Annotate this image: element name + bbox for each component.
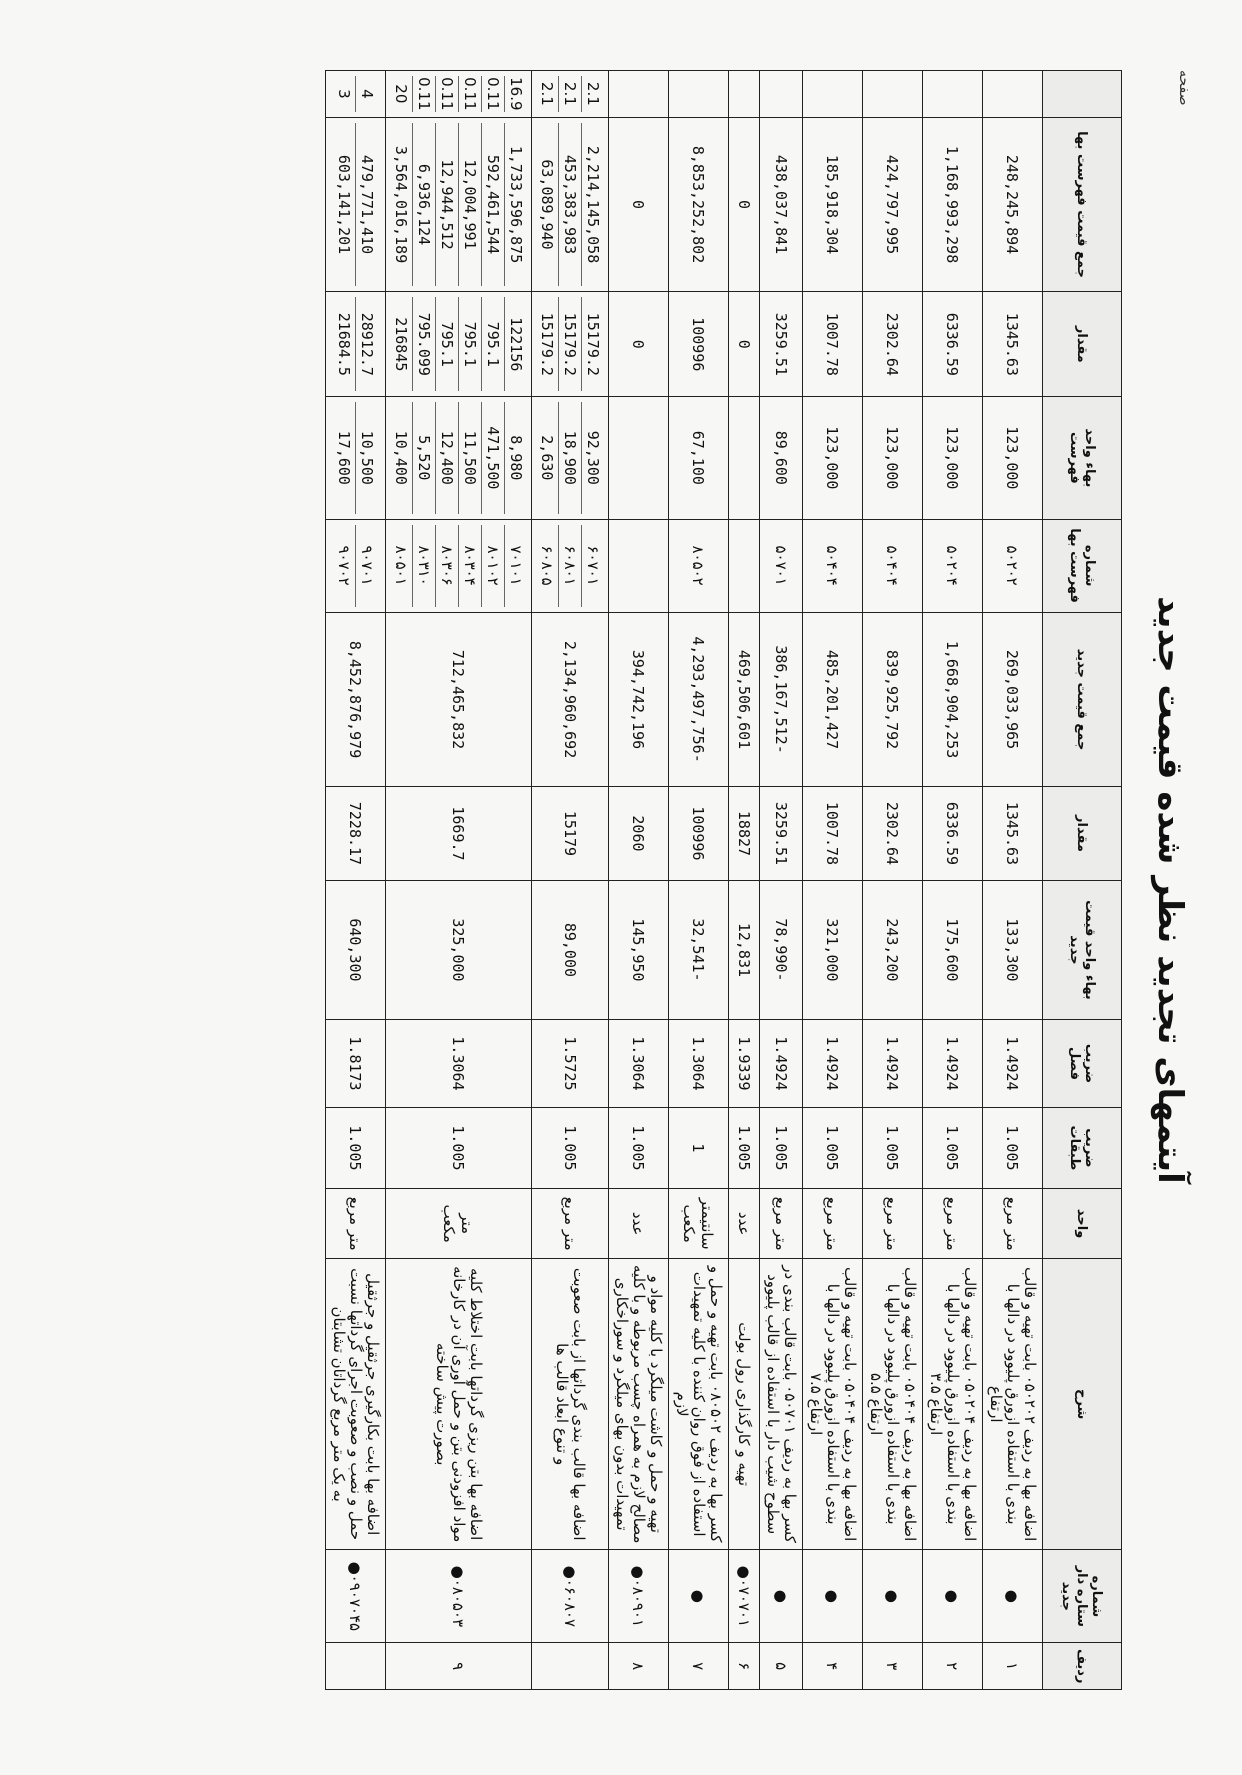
unit-price-new: 89,000 bbox=[532, 880, 609, 1020]
extra-coef bbox=[609, 71, 669, 118]
item-description: اضافه بها بابت بکارگیری جرثقیل و جرثقیل حمل و نصب و صعوبت اجرای گرداتها نسبت به یک متر مربع گرداتان تشابتان bbox=[326, 1259, 386, 1550]
list-unit-price-line: 67,100 bbox=[689, 430, 708, 485]
qty-list bbox=[532, 292, 609, 397]
item-unit: متر مربع bbox=[923, 1189, 983, 1259]
item-unit: متر مربع bbox=[803, 1189, 863, 1259]
unit-price-new: -78,990 bbox=[760, 880, 803, 1020]
list-number bbox=[386, 519, 532, 612]
total-new: 8,452,876,979 bbox=[326, 612, 386, 787]
table-row bbox=[669, 71, 729, 1690]
total-list-line: 3,564,016,189 bbox=[392, 145, 410, 264]
star-number: ● bbox=[669, 1550, 729, 1643]
coef-floors: 1.005 bbox=[326, 1107, 386, 1189]
total-list bbox=[386, 117, 532, 292]
list-number-line bbox=[733, 525, 755, 607]
header-qty-new: مقدار bbox=[1043, 787, 1122, 880]
list-unit-price-line: 2,630 bbox=[538, 435, 556, 481]
qty-list-line: 3259.51 bbox=[772, 312, 790, 376]
list-unit-price bbox=[983, 397, 1043, 519]
unit-price-new: 12,831 bbox=[729, 880, 760, 1020]
item-description: اضافه بها به ردیف ۰۵۰۴۰۴ بابت تهیه و قالب بندی با استفاده ازورق پلیوود در دالها با ارتفاع ۷.۵ bbox=[803, 1259, 863, 1550]
item-unit: متر مکعب bbox=[386, 1189, 532, 1259]
list-unit-price-line: 18,900 bbox=[558, 402, 581, 513]
total-list-line: 603,141,201 bbox=[335, 154, 353, 255]
item-description: کسر بها به ردیف ۰۸۰۵۰۲ بابت تهیه و حمل و استفاده از فوق روان کننده با کلیه تمهیدات لازم bbox=[669, 1259, 729, 1550]
header-unit: واحد bbox=[1043, 1189, 1122, 1259]
list-unit-price-line: 5,520 bbox=[412, 402, 435, 513]
row-number: ۵ bbox=[760, 1643, 803, 1690]
extra-coef bbox=[669, 71, 729, 118]
total-list-line: 2,214,145,058 bbox=[581, 123, 604, 287]
extra-coef-line: 16.9 bbox=[504, 76, 527, 112]
extra-coef-line: 2.1 bbox=[558, 76, 581, 112]
item-description: اضافه بها به ردیف ۰۵۰۲۰۲ بابت تهیه و قالب بندی با استفاده ازورق پلیوود در دالها با ارتفاع bbox=[983, 1259, 1043, 1550]
coef-season: 1.9339 bbox=[729, 1020, 760, 1107]
qty-list-line: 15179.2 bbox=[538, 312, 556, 376]
total-list bbox=[532, 117, 609, 292]
extra-coef-line bbox=[942, 76, 964, 112]
extra-coef bbox=[326, 71, 386, 118]
qty-list bbox=[729, 292, 760, 397]
list-number bbox=[609, 519, 669, 612]
header-coef-floors: ضریب طبقات bbox=[1043, 1107, 1122, 1189]
page-number-label: صفحه bbox=[1176, 70, 1192, 106]
table-row bbox=[532, 71, 609, 1690]
total-list bbox=[729, 117, 760, 292]
item-description: تهیه و کارگذاری رول بولت bbox=[729, 1259, 760, 1550]
list-number bbox=[326, 519, 386, 612]
item-unit: متر مربع bbox=[326, 1189, 386, 1259]
qty-list-line: 1345.63 bbox=[1003, 312, 1022, 376]
total-list-line: 63,089,940 bbox=[538, 159, 556, 250]
total-list-line: 248,245,894 bbox=[1003, 154, 1022, 255]
qty-new: 6336.59 bbox=[923, 787, 983, 880]
list-number-line: ۵۰۲۰۴ bbox=[943, 545, 962, 586]
extra-coef-line: 20 bbox=[392, 84, 410, 104]
coef-floors: 1.005 bbox=[532, 1107, 609, 1189]
coef-floors: 1 bbox=[669, 1107, 729, 1189]
qty-list bbox=[609, 292, 669, 397]
extra-coef-line bbox=[1002, 76, 1024, 112]
qty-list bbox=[803, 292, 863, 397]
list-number-line: ۸۰۵۰۲ bbox=[689, 545, 708, 586]
coef-season: 1.4924 bbox=[863, 1020, 923, 1107]
list-number-line: ۸۰۳۱۰ bbox=[412, 525, 435, 607]
total-list-line: 453,383,983 bbox=[558, 123, 581, 287]
row-number bbox=[532, 1643, 609, 1690]
total-list-line: 0 bbox=[629, 200, 648, 210]
total-new: 469,506,601 bbox=[729, 612, 760, 787]
extra-coef-line bbox=[822, 76, 844, 112]
qty-new: 100996 bbox=[669, 787, 729, 880]
total-new: -4,293,497,756 bbox=[669, 612, 729, 787]
list-number-line bbox=[628, 525, 650, 607]
list-number-line: ۵۰۷۰۱ bbox=[772, 545, 790, 586]
qty-list-line: 28912.7 bbox=[355, 297, 378, 391]
row-number: ۶ bbox=[729, 1643, 760, 1690]
total-new: 269,033,965 bbox=[983, 612, 1043, 787]
qty-new: 1669.7 bbox=[386, 787, 532, 880]
list-unit-price bbox=[669, 397, 729, 519]
row-number: ۲ bbox=[923, 1643, 983, 1690]
extra-coef-line: 0.11 bbox=[481, 76, 504, 112]
qty-list bbox=[760, 292, 803, 397]
coef-season: 1.5725 bbox=[532, 1020, 609, 1107]
unit-price-new: 133,300 bbox=[983, 880, 1043, 1020]
table-row bbox=[863, 71, 923, 1690]
total-list-line: 592,461,544 bbox=[481, 123, 504, 287]
qty-list-line: 1007.78 bbox=[823, 312, 842, 376]
coef-floors: 1.005 bbox=[760, 1107, 803, 1189]
qty-new: 15179 bbox=[532, 787, 609, 880]
header-star-no: شماره ستاره دار جدید bbox=[1043, 1550, 1122, 1643]
qty-list-line: 2302.64 bbox=[883, 312, 902, 376]
qty-list-line: 15179.2 bbox=[558, 297, 581, 391]
coef-floors: 1.005 bbox=[729, 1107, 760, 1189]
total-list bbox=[669, 117, 729, 292]
item-unit: عدد bbox=[609, 1189, 669, 1259]
star-number: ۰۸۰۹۰۱● bbox=[609, 1550, 669, 1643]
qty-list bbox=[326, 292, 386, 397]
coef-floors: 1.005 bbox=[863, 1107, 923, 1189]
header-unit-price-new: بهاء واحد قیمت جدید bbox=[1043, 880, 1122, 1020]
total-new: 1,668,904,253 bbox=[923, 612, 983, 787]
total-new: -386,167,512 bbox=[760, 612, 803, 787]
extra-coef-line bbox=[770, 76, 792, 112]
extra-coef-line: 4 bbox=[355, 76, 378, 112]
total-list-line: 424,797,995 bbox=[883, 154, 902, 255]
total-new: 394,742,196 bbox=[609, 612, 669, 787]
list-unit-price-line: 89,600 bbox=[772, 430, 790, 485]
qty-list-line: 100996 bbox=[689, 317, 708, 372]
star-number: ۰۶۰۸۰۷● bbox=[532, 1550, 609, 1643]
list-number-line: ۸۰۱۰۲ bbox=[481, 525, 504, 607]
list-number-line: ۶۰۸۰۵ bbox=[538, 545, 556, 586]
qty-list bbox=[863, 292, 923, 397]
unit-price-new: 175,600 bbox=[923, 880, 983, 1020]
list-unit-price-line: 17,600 bbox=[335, 430, 353, 485]
total-new: 712,465,832 bbox=[386, 612, 532, 787]
extra-coef-line bbox=[688, 76, 710, 112]
table-row bbox=[729, 71, 760, 1690]
table-body bbox=[326, 71, 1043, 1690]
table-row bbox=[760, 71, 803, 1690]
item-description: تهیه و حمل و کاشت میلگرد با کلیه مواد و مصالح لازم به همراه چسب مربوطه و با کلیه تمهیدات بدون بهای میلگرد و سوراخکاری bbox=[609, 1259, 669, 1550]
item-description: اضافه بها قالب بندی گرداتها از بابت صعوبت و تنوع ابعاد قالب ها bbox=[532, 1259, 609, 1550]
total-new: 839,925,792 bbox=[863, 612, 923, 787]
star-number: ۰۷۰۷۰۱● bbox=[729, 1550, 760, 1643]
extra-coef-line bbox=[882, 76, 904, 112]
qty-list-line: 0 bbox=[629, 339, 648, 349]
item-unit: متر مربع bbox=[532, 1189, 609, 1259]
extra-coef-line bbox=[628, 76, 650, 112]
total-list-line: 0 bbox=[735, 200, 753, 210]
coef-season: 1.3064 bbox=[386, 1020, 532, 1107]
unit-price-new: 145,950 bbox=[609, 880, 669, 1020]
qty-list-line: 0 bbox=[735, 339, 753, 349]
list-number-line: ۵۰۴۰۴ bbox=[883, 545, 902, 586]
qty-new: 1007.78 bbox=[803, 787, 863, 880]
header-qty-list: مقدار bbox=[1043, 292, 1122, 397]
header-list-unit-price: بهاء واحد فهرست bbox=[1043, 397, 1122, 519]
unit-price-new: 325,000 bbox=[386, 880, 532, 1020]
qty-list-line: 795.1 bbox=[435, 297, 458, 391]
header-row-no: ردیف bbox=[1043, 1643, 1122, 1690]
row-number: ۸ bbox=[609, 1643, 669, 1690]
extra-coef-line bbox=[733, 76, 755, 112]
list-unit-price bbox=[532, 397, 609, 519]
list-unit-price bbox=[326, 397, 386, 519]
row-number: ۴ bbox=[803, 1643, 863, 1690]
list-number-line: ۶۰۷۰۱ bbox=[581, 525, 604, 607]
extra-coef-line: 0.11 bbox=[435, 76, 458, 112]
page-title: آیتمهای تجدید نظر شده قیمت جدید bbox=[1150, 596, 1190, 1184]
list-unit-price-line: 123,000 bbox=[1003, 426, 1022, 490]
coef-season: 1.4924 bbox=[760, 1020, 803, 1107]
list-number-line: ۸۰۵۰۱ bbox=[392, 545, 410, 586]
total-list bbox=[983, 117, 1043, 292]
list-unit-price-line: 10,400 bbox=[392, 430, 410, 485]
list-number bbox=[983, 519, 1043, 612]
header-coef-extra bbox=[1043, 71, 1122, 118]
list-unit-price bbox=[729, 397, 760, 519]
extra-coef bbox=[863, 71, 923, 118]
total-new: 485,201,427 bbox=[803, 612, 863, 787]
row-number: ۳ bbox=[863, 1643, 923, 1690]
total-list-line: 1,733,596,875 bbox=[504, 123, 527, 287]
qty-list bbox=[923, 292, 983, 397]
extra-coef bbox=[729, 71, 760, 118]
item-description: اضافه بها به ردیف ۰۵۰۲۰۴ بابت تهیه و قالب بندی با استفاده ازورق پلیوود در دالها با ارتفاع ۳.۵ bbox=[923, 1259, 983, 1550]
total-list bbox=[609, 117, 669, 292]
item-unit: عدد bbox=[729, 1189, 760, 1259]
extra-coef-line: 3 bbox=[335, 89, 353, 99]
list-unit-price bbox=[386, 397, 532, 519]
total-list bbox=[923, 117, 983, 292]
table-row bbox=[386, 71, 532, 1690]
total-new: 2,134,960,692 bbox=[532, 612, 609, 787]
header-list-no: شماره فهرست بها bbox=[1043, 519, 1122, 612]
header-total-new: جمع قیمت جدید bbox=[1043, 612, 1122, 787]
table-row bbox=[803, 71, 863, 1690]
table-row bbox=[326, 71, 386, 1690]
rotated-sheet bbox=[42, 40, 1202, 1740]
qty-new: 2302.64 bbox=[863, 787, 923, 880]
total-list-line: 12,944,512 bbox=[435, 123, 458, 287]
list-number-line: ۷۰۱۰۱ bbox=[504, 525, 527, 607]
list-number-line: ۹۰۷۰۱ bbox=[355, 525, 378, 607]
coef-floors: 1.005 bbox=[983, 1107, 1043, 1189]
qty-list-line: 795.099 bbox=[412, 297, 435, 391]
qty-new: 3259.51 bbox=[760, 787, 803, 880]
table-row bbox=[609, 71, 669, 1690]
list-number bbox=[760, 519, 803, 612]
header-description: شرح bbox=[1043, 1259, 1122, 1550]
list-unit-price-line: 123,000 bbox=[943, 426, 962, 490]
table-header-row bbox=[1043, 71, 1122, 1690]
list-unit-price-line bbox=[628, 402, 650, 513]
coef-floors: 1.005 bbox=[803, 1107, 863, 1189]
item-unit: متر مربع bbox=[863, 1189, 923, 1259]
total-list bbox=[326, 117, 386, 292]
extra-coef-line: 2.1 bbox=[538, 81, 556, 106]
list-number-line: ۶۰۸۰۱ bbox=[558, 525, 581, 607]
extra-coef bbox=[803, 71, 863, 118]
coef-season: 1.3064 bbox=[609, 1020, 669, 1107]
header-coef-season: ضریب فصل bbox=[1043, 1020, 1122, 1107]
qty-new: 1345.63 bbox=[983, 787, 1043, 880]
coef-floors: 1.005 bbox=[386, 1107, 532, 1189]
table-row bbox=[923, 71, 983, 1690]
list-unit-price-line: 92,300 bbox=[581, 402, 604, 513]
list-number bbox=[923, 519, 983, 612]
extra-coef-line: 0.11 bbox=[458, 76, 481, 112]
list-number bbox=[863, 519, 923, 612]
item-description: اضافه بها به ردیف ۰۵۰۴۰۴ بابت تهیه و قالب بندی با استفاده ازورق پلیوود در دالها با ارتفاع ۵.۵ bbox=[863, 1259, 923, 1550]
total-list-line: 8,853,252,802 bbox=[689, 145, 708, 264]
qty-list-line: 15179.2 bbox=[581, 297, 604, 391]
star-number: ۰۸۰۵۰۳● bbox=[386, 1550, 532, 1643]
extra-coef bbox=[760, 71, 803, 118]
item-unit: سانتیمتر مکعب bbox=[669, 1189, 729, 1259]
coef-floors: 1.005 bbox=[923, 1107, 983, 1189]
qty-list-line: 216845 bbox=[392, 317, 410, 372]
total-list-line: 185,918,304 bbox=[823, 154, 842, 255]
star-number: ● bbox=[923, 1550, 983, 1643]
list-unit-price bbox=[923, 397, 983, 519]
total-list-line: 438,037,841 bbox=[772, 154, 790, 255]
list-number-line: ۸۰۳۰۴ bbox=[458, 525, 481, 607]
extra-coef bbox=[386, 71, 532, 118]
list-unit-price-line: 123,000 bbox=[883, 426, 902, 490]
list-number bbox=[729, 519, 760, 612]
item-description: اضافه بها بتن ریزی گرداتها بابت اختلاط کلیه مواد افزودنی بتن و حمل آوری آن در کارخانه بصورت پیش ساخته bbox=[386, 1259, 532, 1550]
row-number: ۹ bbox=[386, 1643, 532, 1690]
row-number bbox=[326, 1643, 386, 1690]
unit-price-new: -32,541 bbox=[669, 880, 729, 1020]
unit-price-new: 640,300 bbox=[326, 880, 386, 1020]
item-description: کسر بها به ردیف ۰۵۰۷۰۱ بابت قالب بندی در سطوح شیب دار با استفاده از قالب پلیوود bbox=[760, 1259, 803, 1550]
list-number bbox=[803, 519, 863, 612]
star-number: ● bbox=[803, 1550, 863, 1643]
list-number-line: ۸۰۳۰۶ bbox=[435, 525, 458, 607]
extra-coef-line: 2.1 bbox=[581, 76, 604, 112]
total-list-line: 1,168,993,298 bbox=[943, 145, 962, 264]
qty-list bbox=[669, 292, 729, 397]
list-unit-price bbox=[803, 397, 863, 519]
star-number: ● bbox=[863, 1550, 923, 1643]
extra-coef bbox=[532, 71, 609, 118]
list-unit-price bbox=[609, 397, 669, 519]
row-number: ۷ bbox=[669, 1643, 729, 1690]
total-list bbox=[803, 117, 863, 292]
item-unit: متر مربع bbox=[983, 1189, 1043, 1259]
qty-list-line: 21684.5 bbox=[335, 312, 353, 376]
list-unit-price bbox=[760, 397, 803, 519]
unit-price-new: 321,000 bbox=[803, 880, 863, 1020]
total-list bbox=[760, 117, 803, 292]
list-unit-price bbox=[863, 397, 923, 519]
qty-list bbox=[983, 292, 1043, 397]
coef-floors: 1.005 bbox=[609, 1107, 669, 1189]
qty-list-line: 795.1 bbox=[481, 297, 504, 391]
extra-coef-line: 0.11 bbox=[412, 76, 435, 112]
qty-new: 2060 bbox=[609, 787, 669, 880]
price-table bbox=[325, 70, 1122, 1690]
star-number: ۰۹۰۷۰۴۵● bbox=[326, 1550, 386, 1643]
list-unit-price-line: 10,500 bbox=[355, 402, 378, 513]
header-total-list: جمع قیمت فهرست بها bbox=[1043, 117, 1122, 292]
coef-season: 1.4924 bbox=[923, 1020, 983, 1107]
table-row bbox=[983, 71, 1043, 1690]
unit-price-new: 243,200 bbox=[863, 880, 923, 1020]
total-list-line: 12,004,991 bbox=[458, 123, 481, 287]
list-unit-price-line bbox=[733, 402, 755, 513]
coef-season: 1.4924 bbox=[803, 1020, 863, 1107]
total-list-line: 479,771,410 bbox=[355, 123, 378, 287]
total-list-line: 6,936,124 bbox=[412, 123, 435, 287]
extra-coef bbox=[983, 71, 1043, 118]
coef-season: 1.8173 bbox=[326, 1020, 386, 1107]
qty-list-line: 122156 bbox=[504, 297, 527, 391]
list-number-line: ۹۰۷۰۲ bbox=[335, 545, 353, 586]
qty-new: 18827 bbox=[729, 787, 760, 880]
star-number: ● bbox=[760, 1550, 803, 1643]
row-number: ۱ bbox=[983, 1643, 1043, 1690]
list-unit-price-line: 12,400 bbox=[435, 402, 458, 513]
qty-new: 7228.17 bbox=[326, 787, 386, 880]
list-unit-price-line: 8,980 bbox=[504, 402, 527, 513]
qty-list-line: 795.1 bbox=[458, 297, 481, 391]
star-number: ● bbox=[983, 1550, 1043, 1643]
extra-coef bbox=[923, 71, 983, 118]
coef-season: 1.4924 bbox=[983, 1020, 1043, 1107]
list-unit-price-line: 123,000 bbox=[823, 426, 842, 490]
list-number bbox=[532, 519, 609, 612]
qty-list bbox=[386, 292, 532, 397]
coef-season: 1.3064 bbox=[669, 1020, 729, 1107]
total-list bbox=[863, 117, 923, 292]
list-number-line: ۵۰۲۰۲ bbox=[1003, 545, 1022, 586]
qty-list-line: 6336.59 bbox=[943, 312, 962, 376]
item-unit: متر مربع bbox=[760, 1189, 803, 1259]
list-unit-price-line: 11,500 bbox=[458, 402, 481, 513]
list-unit-price-line: 471,500 bbox=[481, 402, 504, 513]
list-number bbox=[669, 519, 729, 612]
list-number-line: ۵۰۴۰۴ bbox=[823, 545, 842, 586]
